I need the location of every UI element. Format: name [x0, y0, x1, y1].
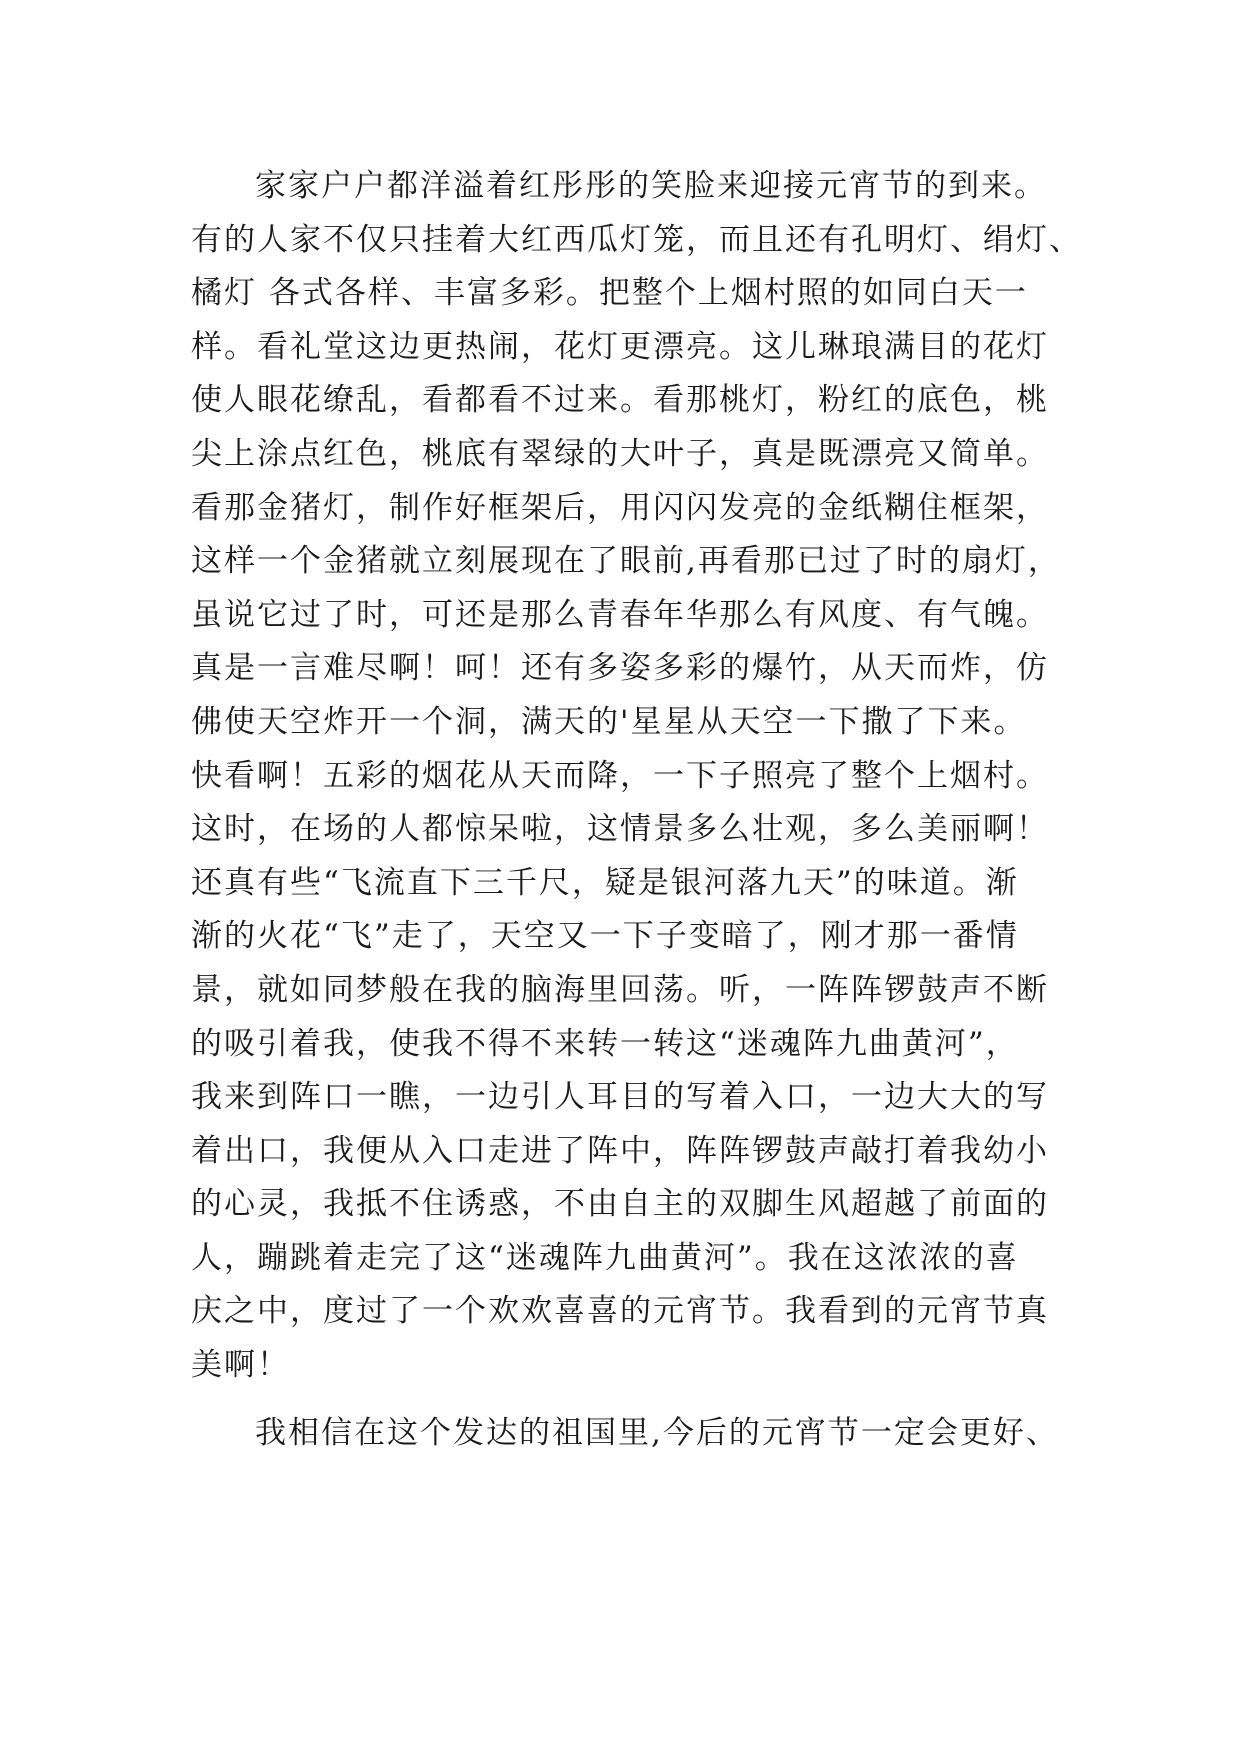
paragraph-line: 美啊！ [191, 1347, 290, 1384]
paragraph-line: 尖上涂点红色，桃底有翠绿的大叶子，真是既漂亮又简单。 [191, 435, 1049, 472]
paragraph-line: 庆之中，度过了一个欢欢喜喜的元宵节。我看到的元宵节真 [191, 1293, 1049, 1330]
paragraph-line: 这样一个金猪就立刻展现在了眼前,再看那已过了时的扇灯， [191, 543, 1061, 580]
body-text [191, 160, 1082, 1460]
paragraph-line: 快看啊！五彩的烟花从天而降，一下子照亮了整个上烟村。 [191, 757, 1049, 794]
paragraph-line: 橘灯 各式各样、丰富多彩。把整个上烟村照的如同白天一 [191, 275, 1028, 312]
paragraph-line: 虽说它过了时，可还是那么青春年华那么有风度、有气魄。 [191, 596, 1049, 633]
paragraph-line: 家家户户都洋溢着红彤彤的笑脸来迎接元宵节的到来。 [255, 168, 1047, 204]
paragraph-line: 渐的火花“飞”走了，天空又一下子变暗了，刚才那一番情 [191, 918, 1019, 955]
paragraph-line: 真是一言难尽啊！呵！还有多姿多彩的爆竹，从天而炸，仿 [191, 650, 1049, 687]
paragraph-line: 还真有些“飞流直下三千尺，疑是银河落九天”的味道。渐 [191, 864, 1019, 901]
paragraph-line: 的心灵，我抵不住诱惑，不由自主的双脚生风超越了前面的 [191, 1186, 1049, 1223]
paragraph-line: 佛使天空炸开一个洞，满天的'星星从天空一下撒了下来。 [191, 703, 1027, 740]
paragraph-line: 有的人家不仅只挂着大红西瓜灯笼，而且还有孔明灯、绢灯、 [191, 221, 1082, 258]
paragraph-line: 人，蹦跳着走完了这“迷魂阵九曲黄河”。我在这浓浓的喜 [191, 1239, 1019, 1276]
paragraph-line: 看那金猪灯，制作好框架后，用闪闪发亮的金纸糊住框架， [191, 489, 1049, 526]
paragraph-line: 这时，在场的人都惊呆啦，这情景多么壮观，多么美丽啊！ [191, 811, 1049, 848]
paragraph-gap [191, 1393, 1071, 1407]
paragraph-line: 我相信在这个发达的祖国里,今后的元宵节一定会更好、 [255, 1414, 1059, 1451]
paragraph-line: 着出口，我便从入口走进了阵中，阵阵锣鼓声敲打着我幼小 [191, 1132, 1049, 1169]
paragraph-line: 样。看礼堂这边更热闹，花灯更漂亮。这儿琳琅满目的花灯 [191, 328, 1049, 365]
paragraph-line: 的吸引着我，使我不得不来转一转这“迷魂阵九曲黄河”， [191, 1025, 1019, 1062]
paragraph-line: 使人眼花缭乱，看都看不过来。看那桃灯，粉红的底色，桃 [191, 382, 1049, 419]
paragraph-line: 景，就如同梦般在我的脑海里回荡。听，一阵阵锣鼓声不断 [191, 971, 1049, 1008]
paragraph-line: 我来到阵口一瞧，一边引人耳目的写着入口，一边大大的写 [191, 1079, 1049, 1116]
